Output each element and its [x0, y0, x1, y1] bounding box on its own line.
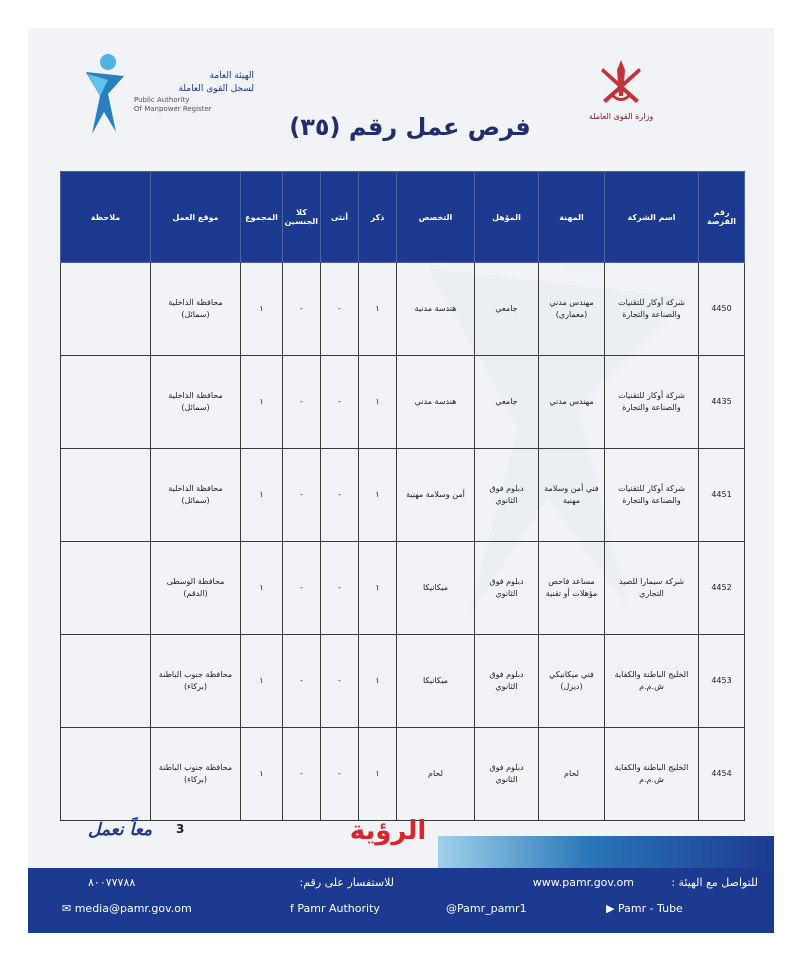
- cell-qualification: دبلوم فوق الثانوي: [475, 449, 539, 542]
- cell-profession: فني أمن وسلامة مهنية: [539, 449, 605, 542]
- cell-female: -: [321, 635, 359, 728]
- authority-name: [134, 70, 254, 114]
- cell-notes: [61, 449, 151, 542]
- page-number: 3: [176, 822, 185, 836]
- col-opportunity-no: رقم الفرصة: [699, 172, 745, 263]
- cell-total: ١: [241, 356, 283, 449]
- cell-notes: [61, 635, 151, 728]
- cell-company: الخليج الباطنة والكفاية ش.م.م: [605, 728, 699, 821]
- cell-both: -: [283, 542, 321, 635]
- cell-qualification: دبلوم فوق الثانوي: [475, 728, 539, 821]
- newspaper-logo: الرؤية: [349, 816, 427, 846]
- cell-both: -: [283, 449, 321, 542]
- cell-profession: مهندس مدني: [539, 356, 605, 449]
- col-location: موقع العمل: [151, 172, 241, 263]
- cell-company: شركة أوكار للتقنيات والصناعة والتجارة: [605, 449, 699, 542]
- cell-total: ١: [241, 449, 283, 542]
- ministry-logo: [586, 56, 656, 141]
- cell-opportunity-no: 4435: [699, 356, 745, 449]
- jobs-table: [60, 171, 745, 821]
- cell-location: محافظة الوسطى (الدقم): [151, 542, 241, 635]
- cell-female: -: [321, 263, 359, 356]
- website-link[interactable]: www.pamr.gov.om: [532, 876, 634, 889]
- ministry-label: وزارة القوى العاملة: [588, 112, 654, 121]
- authority-name-en-1: Public Authority: [134, 96, 190, 104]
- col-company: اسم الشركة: [605, 172, 699, 263]
- youtube-icon: ▶: [606, 902, 618, 915]
- cell-both: -: [283, 263, 321, 356]
- inquiry-label: للاستفسار على رقم:: [299, 876, 394, 889]
- cell-opportunity-no: 4454: [699, 728, 745, 821]
- cell-specialization: ميكانيكا: [397, 542, 475, 635]
- cell-male: ١: [359, 263, 397, 356]
- col-qualification: المؤهل: [475, 172, 539, 263]
- cell-male: ١: [359, 356, 397, 449]
- cell-notes: [61, 263, 151, 356]
- khanjar-emblem-icon: [599, 56, 643, 108]
- mail-icon: ✉: [62, 902, 75, 915]
- cell-company: شركة أوكار للتقنيات والصناعة والتجارة: [605, 263, 699, 356]
- table-row: [61, 449, 745, 542]
- col-specialization: التخصص: [397, 172, 475, 263]
- cell-company: الخليج الباطنة والكفاية ش.م.م: [605, 635, 699, 728]
- authority-logo: [78, 50, 254, 140]
- youtube-text: Pamr - Tube: [617, 902, 683, 915]
- cell-notes: [61, 728, 151, 821]
- cell-female: -: [321, 449, 359, 542]
- cell-both: -: [283, 728, 321, 821]
- runner-figure-icon: [78, 50, 130, 140]
- cell-total: ١: [241, 542, 283, 635]
- cell-profession: لحام: [539, 728, 605, 821]
- facebook-icon: f: [290, 902, 298, 915]
- authority-name-ar-1: الهيئة العامة: [209, 71, 254, 81]
- col-notes: ملاحظة: [61, 172, 151, 263]
- email-link[interactable]: [62, 902, 192, 915]
- col-profession: المهنة: [539, 172, 605, 263]
- cell-male: ١: [359, 542, 397, 635]
- twitter-link[interactable]: [446, 902, 527, 915]
- cell-location: محافظة الداخلية (سمائل): [151, 449, 241, 542]
- twitter-text: @Pamr_pamr1: [446, 902, 527, 915]
- cell-specialization: لحام: [397, 728, 475, 821]
- cell-qualification: جامعي: [475, 356, 539, 449]
- cell-location: محافظة جنوب الباطنة (بركاء): [151, 635, 241, 728]
- table-row: [61, 356, 745, 449]
- cell-company: شركة أوكار للتقنيات والصناعة والتجارة: [605, 356, 699, 449]
- email-text: media@pamr.gov.om: [74, 902, 192, 915]
- cell-specialization: هندسة مدنية: [397, 263, 475, 356]
- authority-name-ar-2: لسجل القوى العاملة: [178, 84, 254, 94]
- cell-male: ١: [359, 635, 397, 728]
- cell-profession: مساعد فاحص مؤهلات أو تقنية: [539, 542, 605, 635]
- cell-male: ١: [359, 728, 397, 821]
- cell-profession: فني ميكانيكي (ديزل): [539, 635, 605, 728]
- cell-specialization: هندسة مدني: [397, 356, 475, 449]
- page-title: فرص عمل رقم (٣٥): [289, 113, 531, 141]
- cell-female: -: [321, 542, 359, 635]
- cell-location: محافظة جنوب الباطنة (بركاء): [151, 728, 241, 821]
- phone-number[interactable]: ٨٠٠٧٧٧٨٨: [88, 876, 136, 889]
- cell-profession: مهندس مدني (معماري): [539, 263, 605, 356]
- table-header-row: [61, 172, 745, 263]
- cell-notes: [61, 356, 151, 449]
- cell-opportunity-no: 4450: [699, 263, 745, 356]
- facebook-text: Pamr Authority: [297, 902, 380, 915]
- cell-opportunity-no: 4452: [699, 542, 745, 635]
- cell-qualification: دبلوم فوق الثانوي: [475, 635, 539, 728]
- cell-specialization: أمن وسلامة مهنية: [397, 449, 475, 542]
- job-listing-page: [28, 28, 774, 933]
- cell-female: -: [321, 356, 359, 449]
- cell-both: -: [283, 635, 321, 728]
- col-both: كلا الجنسين: [283, 172, 321, 263]
- table-row: [61, 635, 745, 728]
- col-male: ذكر: [359, 172, 397, 263]
- cell-specialization: ميكانيكا: [397, 635, 475, 728]
- cell-both: -: [283, 356, 321, 449]
- contact-footer: [28, 868, 774, 933]
- col-female: أنثى: [321, 172, 359, 263]
- facebook-link[interactable]: [290, 902, 380, 915]
- cell-qualification: جامعي: [475, 263, 539, 356]
- campaign-brand: معاً نعمل: [87, 820, 153, 840]
- cell-total: ١: [241, 263, 283, 356]
- table-row: [61, 263, 745, 356]
- decorative-stripe: [438, 836, 774, 868]
- authority-name-en-2: Of Manpower Register: [134, 105, 212, 113]
- table-row: [61, 542, 745, 635]
- youtube-link[interactable]: [606, 902, 683, 915]
- cell-notes: [61, 542, 151, 635]
- cell-total: ١: [241, 728, 283, 821]
- cell-female: -: [321, 728, 359, 821]
- cell-opportunity-no: 4453: [699, 635, 745, 728]
- cell-qualification: دبلوم فوق الثانوي: [475, 542, 539, 635]
- table-row: [61, 728, 745, 821]
- cell-total: ١: [241, 635, 283, 728]
- cell-location: محافظة الداخلية (سمائل): [151, 263, 241, 356]
- col-total: المجموع: [241, 172, 283, 263]
- cell-male: ١: [359, 449, 397, 542]
- cell-location: محافظة الداخلية (سمائل): [151, 356, 241, 449]
- cell-opportunity-no: 4451: [699, 449, 745, 542]
- cell-company: شركة سيمارا للصيد التجاري: [605, 542, 699, 635]
- contact-label: للتواصل مع الهيئة :: [671, 876, 758, 889]
